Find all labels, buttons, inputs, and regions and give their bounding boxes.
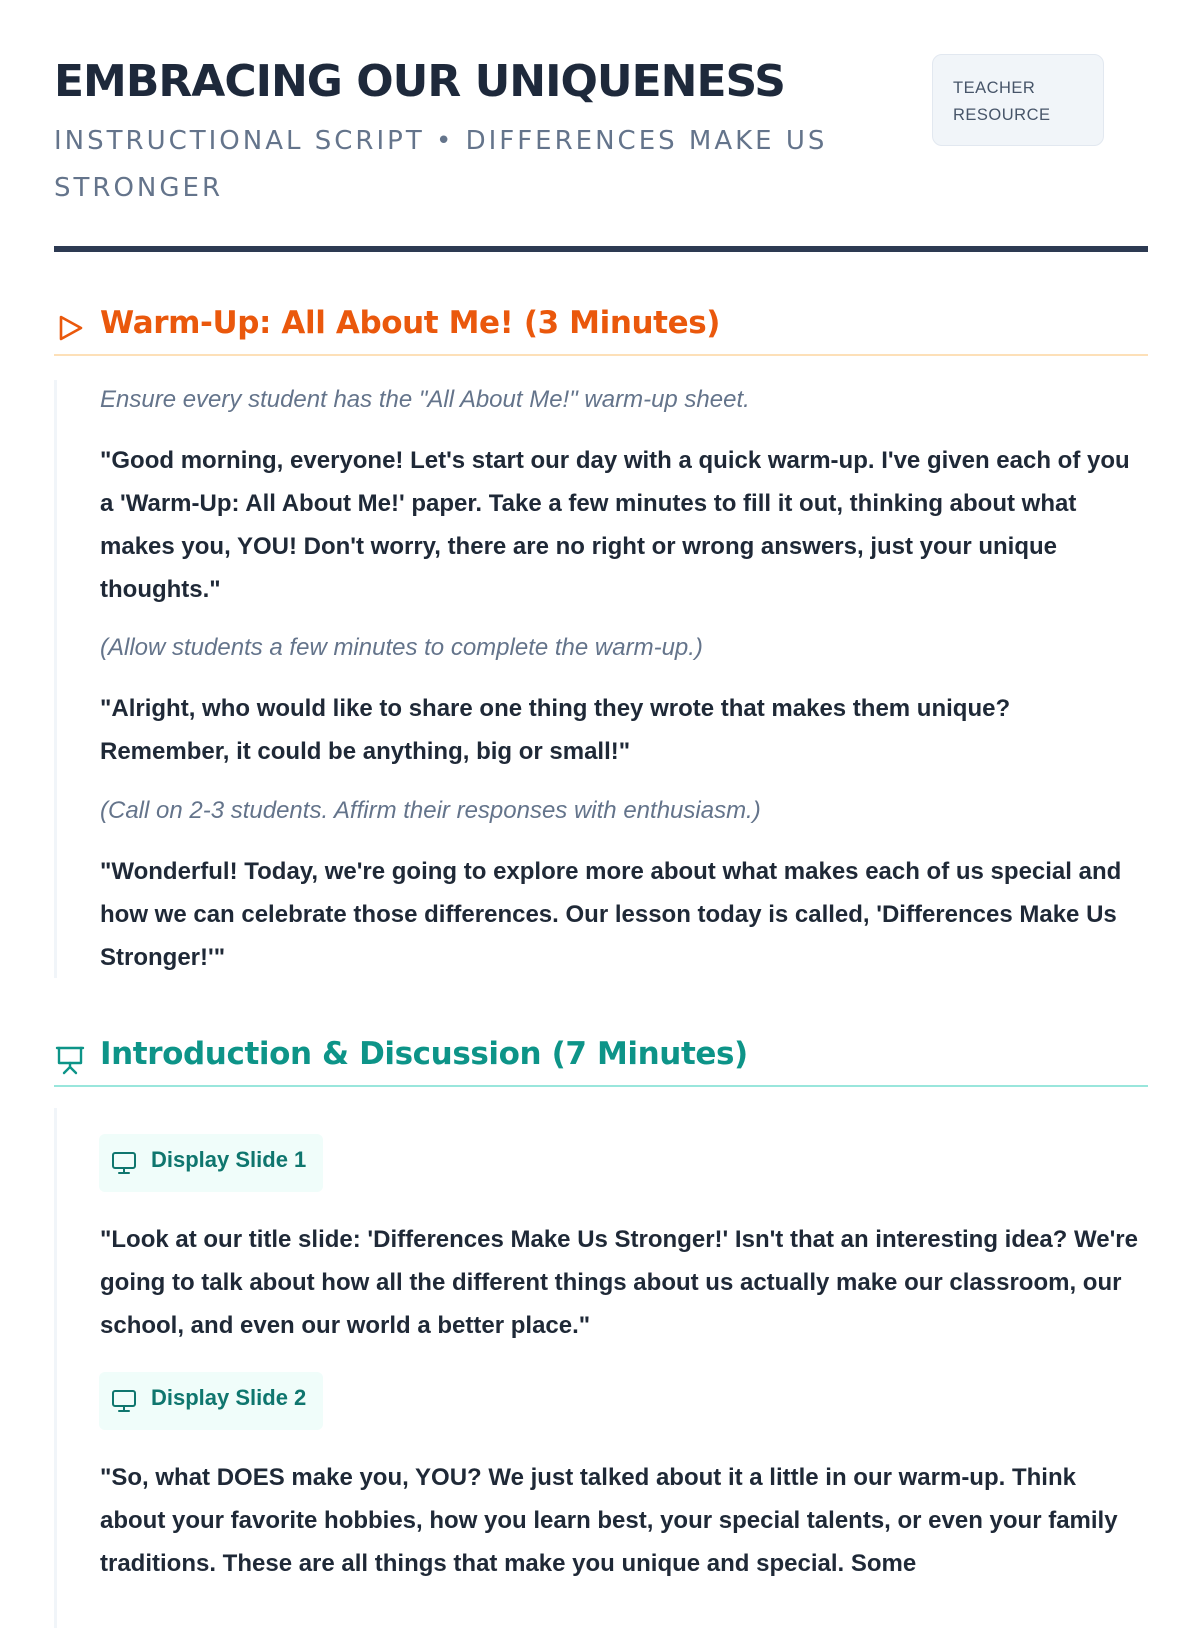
teacher-speech: "So, what DOES make you, YOU? We just talked about it a little in our warm-up. Think about your favorite hobbies, how you learn best, your special talents, or even your family traditions. These are all things that make you unique and special. Some xyxy=(100,1464,1118,1577)
section-title-introduction: Introduction & Discussion (7 Minutes) xyxy=(100,1036,748,1072)
display-slide-label: Display Slide 2 xyxy=(151,1385,307,1410)
teacher-speech: "Good morning, everyone! Let's start our day with a quick warm-up. I've given each of you a 'Warm-Up: All About Me!' paper. Take a few minutes to fill it out, thinking about what makes you, YOU! Don't worry, there are no right or wrong answers, just your unique thoughts." xyxy=(100,447,1130,603)
teacher-resource-badge xyxy=(932,54,1104,146)
teacher-note: Ensure every student has the "All About Me!" warm-up sheet. xyxy=(100,386,750,413)
display-slide-2-tag[interactable] xyxy=(99,1372,323,1430)
monitor-icon xyxy=(111,1389,137,1413)
teacher-speech: "Look at our title slide: 'Differences Make Us Stronger!' Isn't that an interesting idea? We're going to talk about how all the different things about us actually make our classroom, our school, and even our world a better place." xyxy=(100,1226,1138,1339)
display-slide-label: Display Slide 1 xyxy=(151,1147,307,1172)
section-title-warmup: Warm-Up: All About Me! (3 Minutes) xyxy=(100,305,721,341)
display-slide-1-tag[interactable] xyxy=(99,1134,323,1192)
play-icon xyxy=(54,312,86,344)
presentation-icon xyxy=(54,1043,86,1075)
section-body-warmup xyxy=(54,380,1151,978)
section-heading-introduction xyxy=(54,1031,1148,1087)
page-title: EMBRACING OUR UNIQUENESS xyxy=(54,56,785,107)
header-divider xyxy=(54,246,1148,252)
section-heading-warmup xyxy=(54,300,1148,356)
page-subtitle: INSTRUCTIONAL SCRIPT • DIFFERENCES MAKE US STRONGER xyxy=(54,126,828,203)
badge-line-2: RESOURCE xyxy=(953,106,1051,124)
teacher-speech: "Alright, who would like to share one thing they wrote that makes them unique? Remember, it could be anything, big or small!" xyxy=(100,695,1011,765)
badge-line-1: TEACHER xyxy=(953,79,1036,97)
teacher-note: (Call on 2-3 students. Affirm their responses with enthusiasm.) xyxy=(100,797,761,824)
teacher-note: (Allow students a few minutes to complete the warm-up.) xyxy=(100,634,703,661)
teacher-speech: "Wonderful! Today, we're going to explore more about what makes each of us special and how we can celebrate those differences. Our lesson today is called, 'Differences Make Us Stronger!'" xyxy=(100,858,1122,971)
monitor-icon xyxy=(111,1151,137,1175)
section-body-introduction xyxy=(54,1108,1151,1628)
